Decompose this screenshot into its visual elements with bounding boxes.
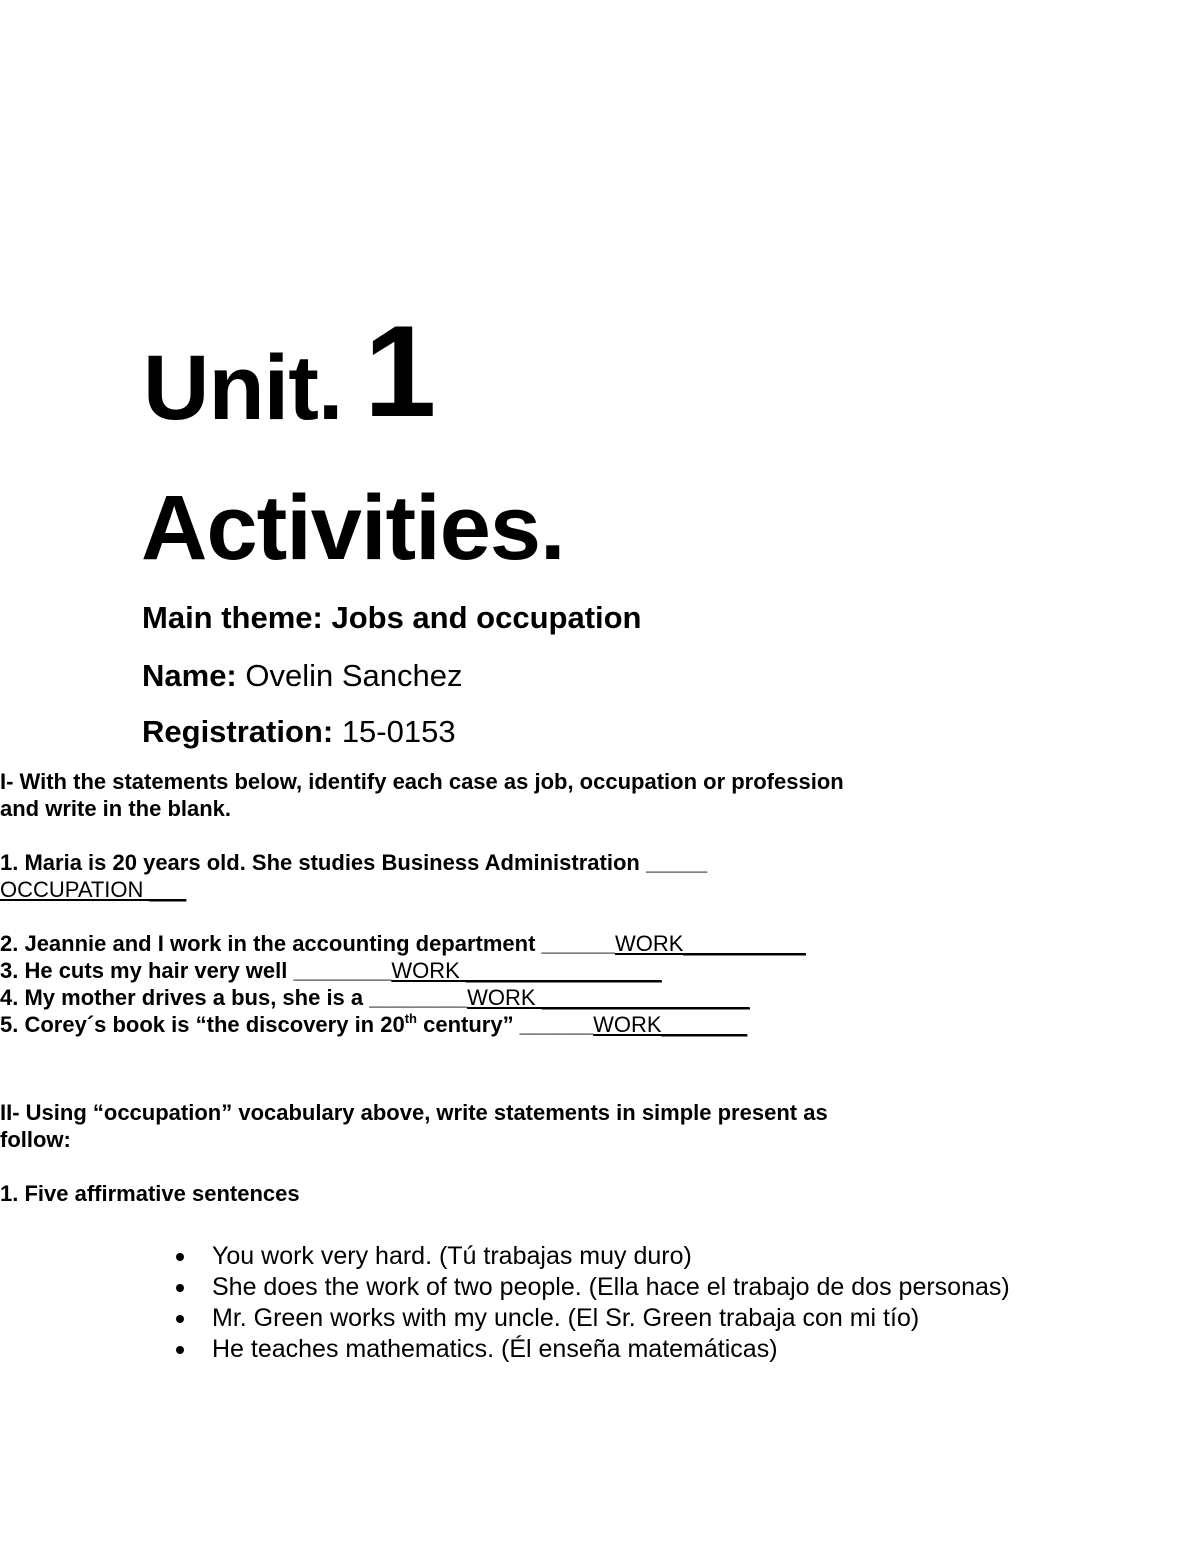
ordinal-superscript: th xyxy=(404,1011,417,1026)
section2-instruction-line1: II- Using “occupation” vocabulary above, write statements in simple present as xyxy=(0,1100,828,1125)
exercise-answer: WORK xyxy=(467,985,536,1010)
list-item-text: Mr. Green works with my uncle. (El Sr. Green trabaja con mi tío) xyxy=(212,1304,920,1332)
name-label: Name: xyxy=(142,658,237,693)
bullet-icon xyxy=(176,1346,184,1354)
exercise-item-text: 5. Corey´s book is “the discovery in 20 xyxy=(0,1012,405,1037)
affirmative-sentences-list xyxy=(142,1241,1058,1365)
list-item xyxy=(142,1241,1058,1272)
exercise-item-text-end: century” ______ xyxy=(416,1012,594,1037)
registration-value: 15-0153 xyxy=(341,714,456,749)
exercise-answer: WORK xyxy=(593,1012,662,1037)
exercise-item-text: 4. My mother drives a bus, she is a ________ xyxy=(0,985,468,1010)
exercise-item-2 xyxy=(0,933,806,955)
list-item-text: She does the work of two people. (Ella hace el trabajo de dos personas) xyxy=(212,1273,1010,1301)
exercise-item-text: 3. He cuts my hair very well ________ xyxy=(0,958,392,983)
section1-instruction-line2: and write in the blank. xyxy=(0,796,232,821)
activities-title: Activities. xyxy=(141,477,565,579)
bullet-icon xyxy=(176,1284,184,1292)
exercise-answer: OCCUPATION xyxy=(0,877,144,902)
exercise-answer: WORK xyxy=(391,958,460,983)
exercise-answer-trail: _________________ xyxy=(535,985,750,1010)
list-item-text: He teaches mathematics. (Él enseña matemáticas) xyxy=(212,1335,778,1363)
bullet-icon xyxy=(176,1315,184,1323)
registration-line xyxy=(142,716,456,747)
list-item xyxy=(142,1303,1058,1334)
exercise-item-text: 2. Jeannie and I work in the accounting department ______ xyxy=(0,931,615,956)
exercise-answer-trail: ________________ xyxy=(459,958,662,983)
section1-instruction-line1: I- With the statements below, identify each case as job, occupation or profession xyxy=(0,769,844,794)
unit-number: 1 xyxy=(364,298,437,444)
name-line xyxy=(142,660,463,691)
section2-subheading: 1. Five affirmative sentences xyxy=(0,1181,300,1206)
name-value: Ovelin Sanchez xyxy=(245,658,463,693)
section2-instruction-line2: follow: xyxy=(0,1127,71,1152)
exercise-item-1 xyxy=(0,852,707,874)
exercise-item-3 xyxy=(0,960,662,982)
list-item-text: You work very hard. (Tú trabajas muy duro) xyxy=(212,1242,692,1270)
exercise-item-text: 1. Maria is 20 years old. She studies Business Administration _____ xyxy=(0,850,708,875)
exercise-answer: WORK xyxy=(614,931,684,956)
bullet-icon xyxy=(176,1253,184,1261)
exercise-answer-trail: ___ xyxy=(143,877,187,902)
exercise-item-1-answer-line xyxy=(0,879,186,901)
exercise-item-5 xyxy=(0,1011,748,1037)
exercise-item-4 xyxy=(0,987,750,1009)
registration-label: Registration: xyxy=(142,714,334,749)
exercise-answer-trail: _______ xyxy=(661,1012,748,1037)
list-item xyxy=(142,1272,1058,1303)
unit-title: Unit. xyxy=(143,337,343,439)
main-theme: Main theme: Jobs and occupation xyxy=(142,600,642,635)
list-item xyxy=(142,1334,1058,1365)
exercise-answer-trail: __________ xyxy=(683,931,806,956)
